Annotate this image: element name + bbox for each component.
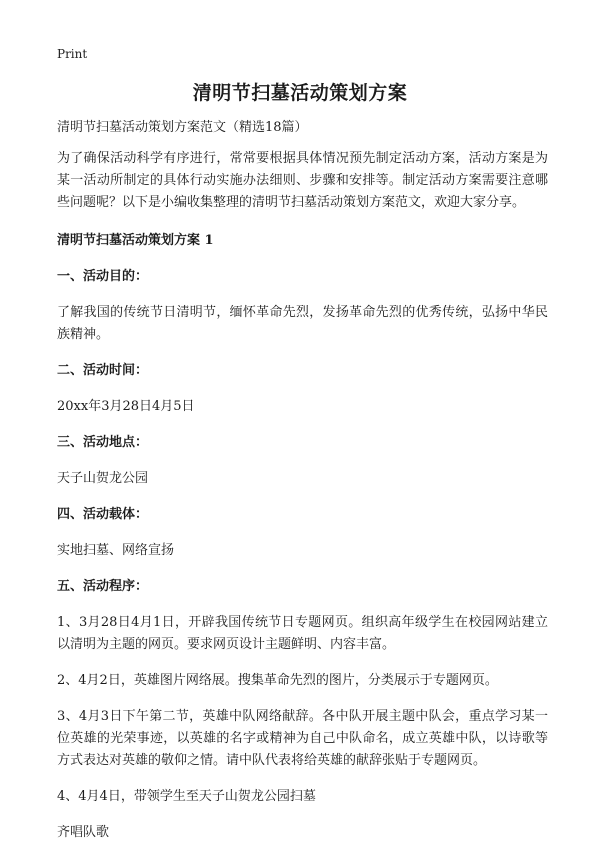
heading-procedure: 五、活动程序： — [57, 579, 149, 594]
procedure-step-4: 4、4月4日，带领学生至天子山贺龙公园扫墓 — [57, 789, 316, 804]
carrier-text: 实地扫墓、网络宣扬 — [57, 543, 175, 558]
procedure-step-3: 3、4月3日下午第二节，英雄中队网络献辞。各中队开展主题中队会，重点学习某一位英雄的光荣事迹，以英雄的名字或精神为自己中队命名，成立英雄中队，以诗歌等方式表达对英雄的敬仰之情。请中队代表将给英雄的献辞张贴于专题网页。 — [57, 709, 548, 768]
goal-text: 了解我国的传统节日清明节，缅怀革命先烈，发扬革命先烈的优秀传统，弘扬中华民族精神。 — [57, 305, 548, 342]
heading-place: 三、活动地点： — [57, 435, 149, 450]
intro-paragraph: 为了确保活动科学有序进行，常常要根据具体情况预先制定活动方案，活动方案是为某一活动所制定的具体行动实施办法细则、步骤和安排等。制定活动方案需要注意哪些问题呢？以下是小编收集整理的清明节扫墓活动策划方案范文，欢迎大家分享。 — [57, 151, 548, 210]
document-subtitle: 清明节扫墓活动策划方案范文（精选18篇） — [57, 120, 308, 135]
time-text: 20xx年3月28日4月5日 — [57, 399, 195, 414]
page-title: 清明节扫墓活动策划方案 — [192, 82, 408, 104]
heading-time: 二、活动时间： — [57, 363, 149, 378]
heading-goal: 一、活动目的： — [57, 269, 149, 284]
print-link[interactable]: Print — [57, 47, 88, 61]
procedure-step-1: 1、3月28日4月1日，开辟我国传统节日专题网页。组织高年级学生在校园网站建立以清明为主题的网页。要求网页设计主题鲜明、内容丰富。 — [57, 615, 548, 652]
section-heading: 清明节扫墓活动策划方案 1 — [57, 233, 214, 248]
procedure-step-2: 2、4月2日，英雄图片网络展。搜集革命先烈的图片，分类展示于专题网页。 — [57, 673, 498, 688]
procedure-step-4-sub: 齐唱队歌 — [57, 825, 110, 840]
heading-carrier: 四、活动载体： — [57, 507, 149, 522]
place-text: 天子山贺龙公园 — [57, 471, 149, 486]
document-body — [57, 117, 548, 858]
